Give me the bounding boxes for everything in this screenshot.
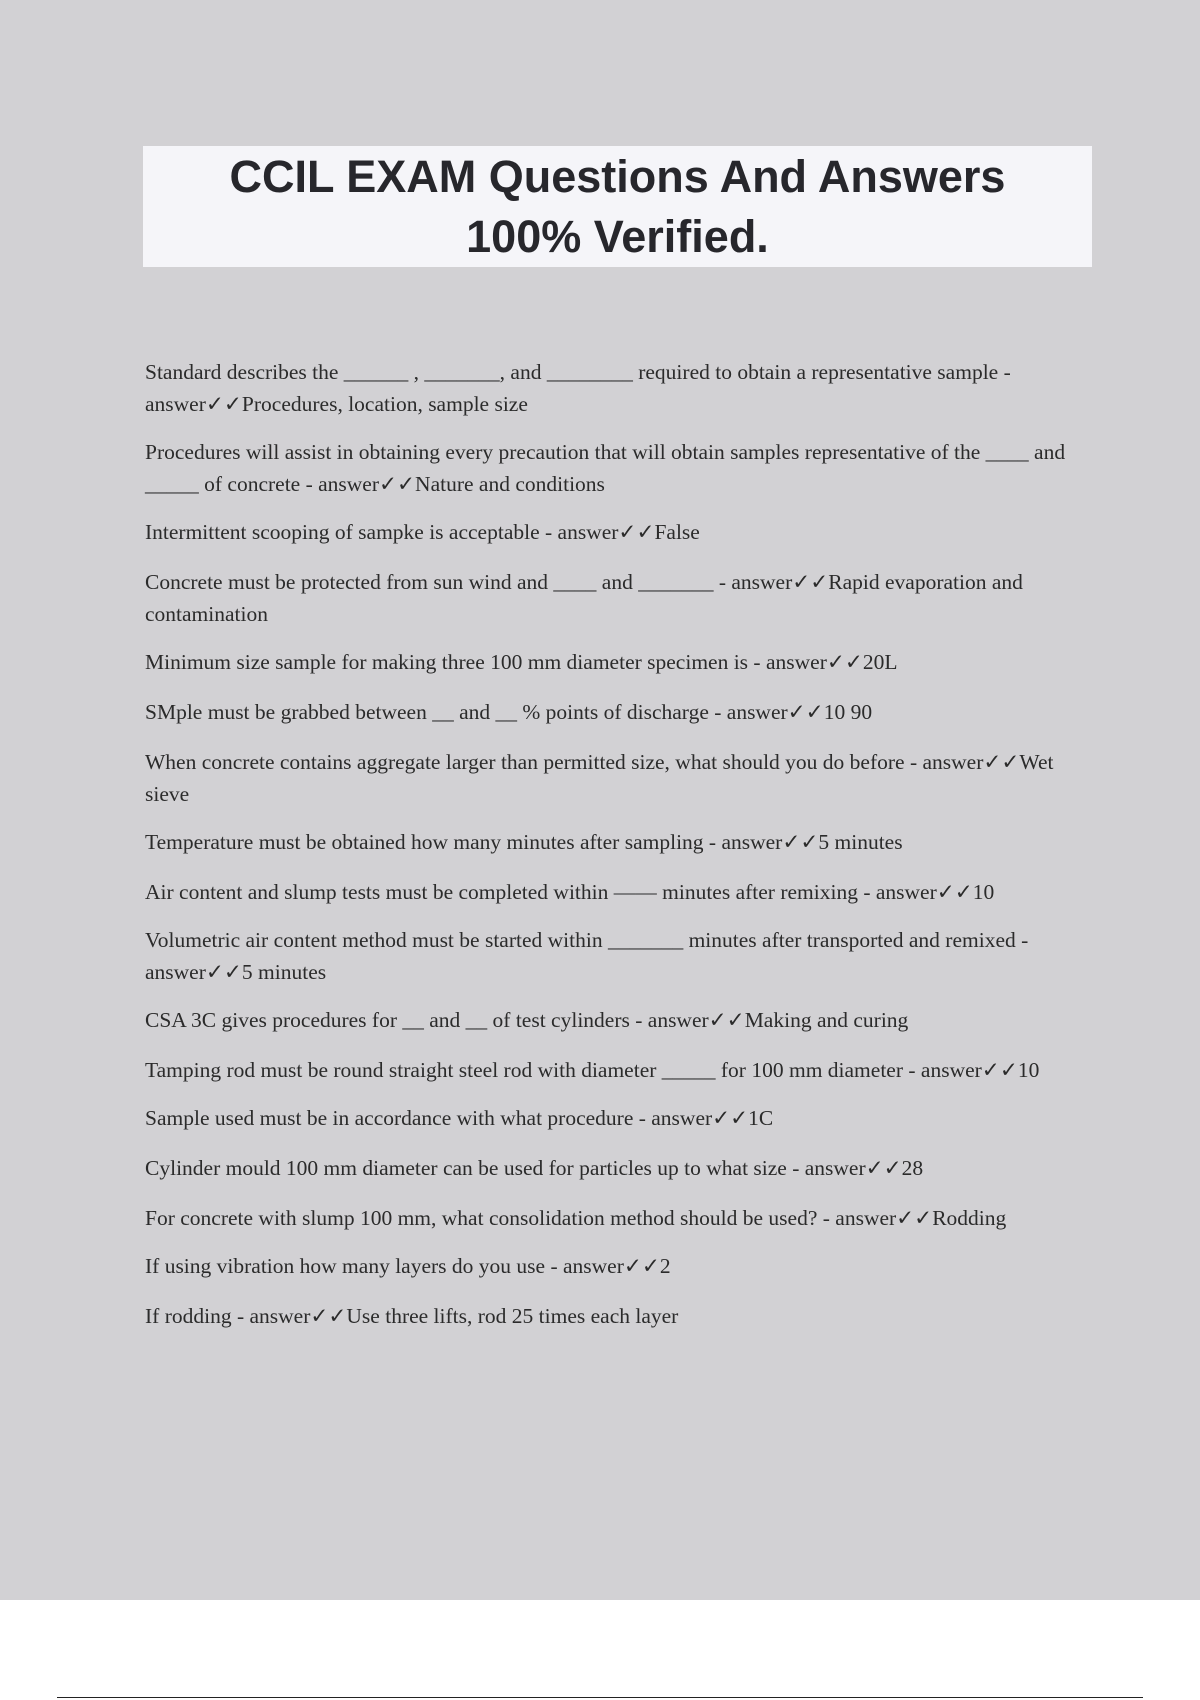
qa-item: If using vibration how many layers do you use - answer✓✓2 [145, 1254, 671, 1278]
qa-item: Air content and slump tests must be completed within —— minutes after remixing - answer✓✓10 [145, 880, 995, 904]
qa-item: Intermittent scooping of sampke is acceptable - answer✓✓False [145, 520, 700, 544]
qa-item: Tamping rod must be round straight steel rod with diameter _____ for 100 mm diameter - answer✓✓10 [145, 1058, 1040, 1082]
qa-item: For concrete with slump 100 mm, what consolidation method should be used? - answer✓✓Rodding [145, 1206, 1007, 1230]
qa-item: Concrete must be protected from sun wind and ____ and _______ - answer✓✓Rapid evaporation and contamination [145, 570, 1023, 626]
document-title [230, 147, 1006, 267]
qa-item: Volumetric air content method must be started within _______ minutes after transported and remixed - answer✓✓5 minutes [145, 928, 1029, 984]
qa-item: When concrete contains aggregate larger than permitted size, what should you do before - answer✓✓Wet sieve [145, 750, 1054, 806]
qa-item: Temperature must be obtained how many minutes after sampling - answer✓✓5 minutes [145, 830, 903, 854]
qa-item: Standard describes the ______ , _______, and ________ required to obtain a representative sample - answer✓✓Procedures, location, sample size [145, 360, 1011, 416]
qa-item: Sample used must be in accordance with what procedure - answer✓✓1C [145, 1106, 774, 1130]
qa-item: SMple must be grabbed between __ and __ % points of discharge - answer✓✓10 90 [145, 700, 873, 724]
qa-item: If rodding - answer✓✓Use three lifts, rod 25 times each layer [145, 1304, 679, 1328]
qa-item: Cylinder mould 100 mm diameter can be used for particles up to what size - answer✓✓28 [145, 1156, 924, 1180]
qa-item: Minimum size sample for making three 100 mm diameter specimen is - answer✓✓20L [145, 650, 898, 674]
qa-list [145, 356, 1095, 1350]
title-line-2: 100% Verified. [466, 210, 769, 262]
footer-divider [57, 1697, 1143, 1698]
qa-item: CSA 3C gives procedures for __ and __ of test cylinders - answer✓✓Making and curing [145, 1008, 909, 1032]
title-line-1: CCIL EXAM Questions And Answers [229, 150, 1006, 202]
title-banner [143, 146, 1092, 267]
qa-item: Procedures will assist in obtaining every precaution that will obtain samples representative of the ____ and _____ of concrete - answer✓✓Nature and conditions [145, 440, 1066, 496]
